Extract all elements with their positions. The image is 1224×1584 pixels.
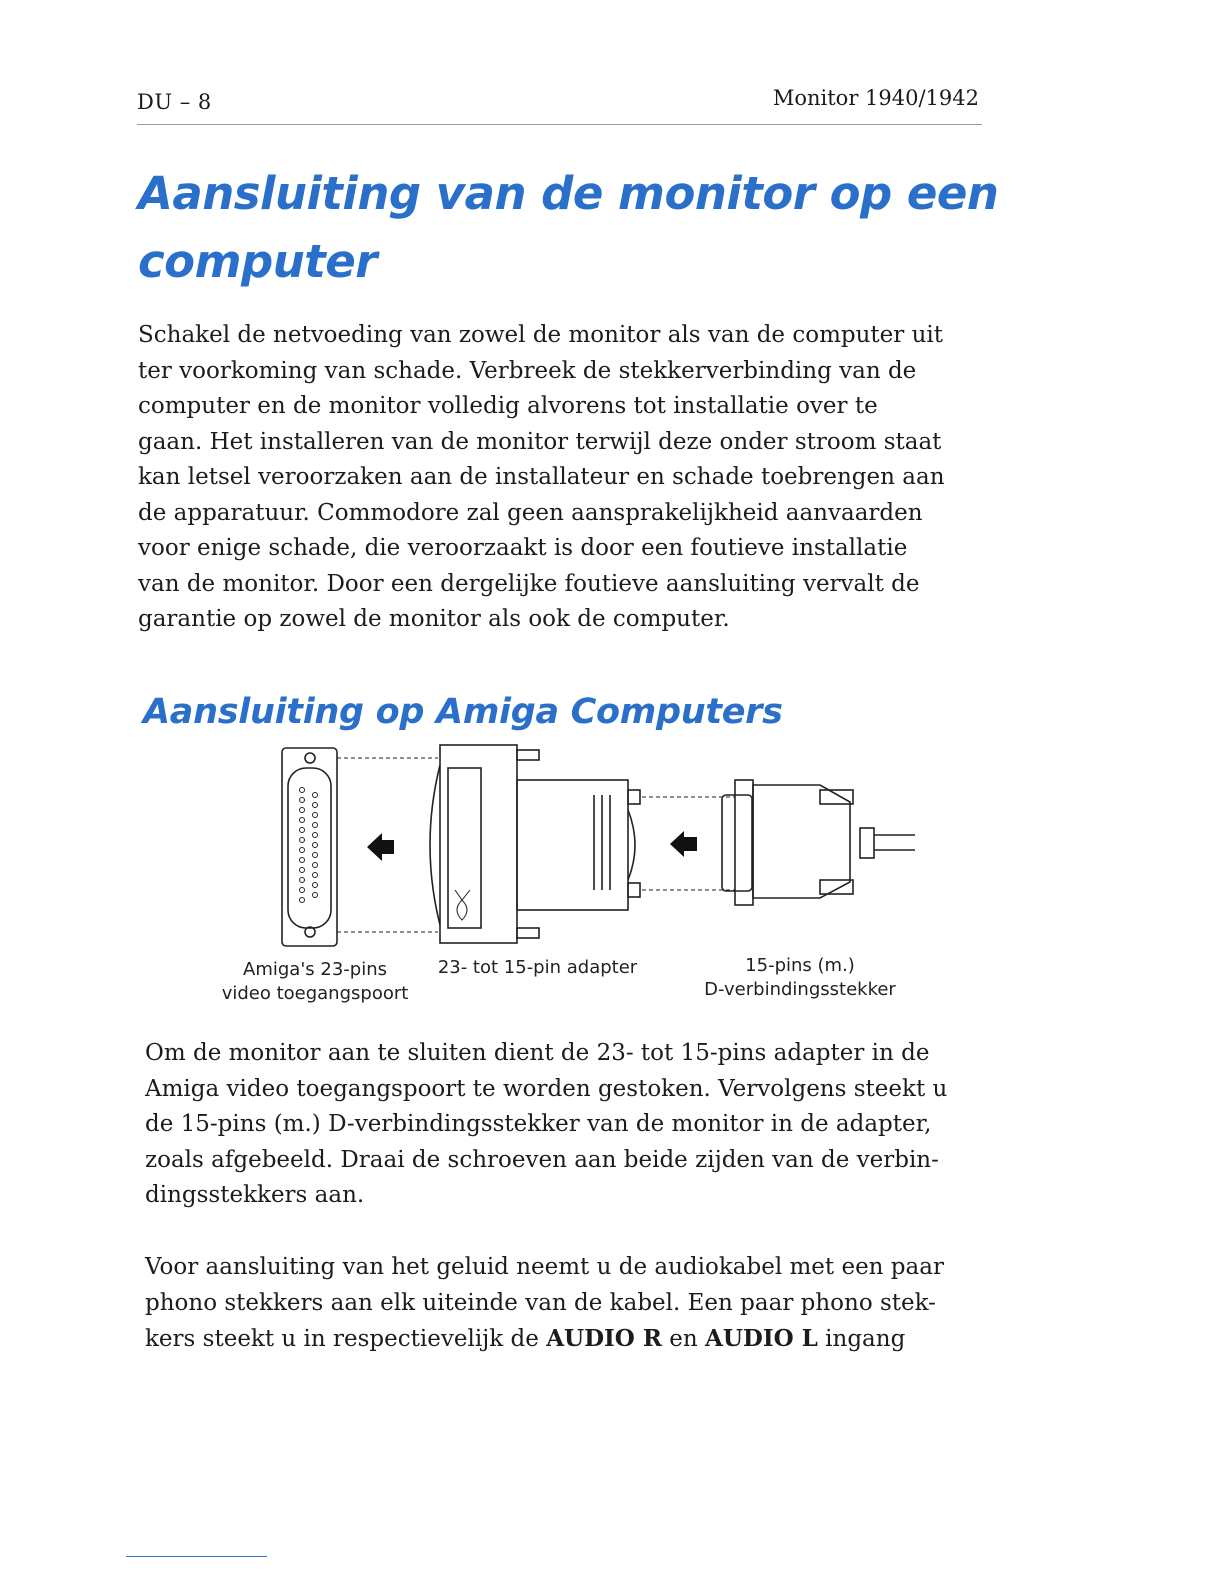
intro-line: computer en de monitor volledig alvorens tot installatie over te (138, 393, 878, 419)
page-number: DU – 8 (137, 90, 212, 114)
left-arrow-icon (367, 833, 394, 861)
left-arrow-icon (670, 831, 697, 857)
main-title-line-2: computer (138, 235, 377, 288)
header-rule (137, 124, 982, 125)
main-title-line-1: Aansluiting van de monitor op een (138, 167, 999, 220)
caption-amiga-port: Amiga's 23-pins video toegangspoort (221, 959, 409, 1004)
intro-paragraph (138, 318, 988, 638)
intro-line: gaan. Het installeren van de monitor terwijl deze onder stroom staat (138, 428, 942, 455)
footer-rule (126, 1556, 267, 1557)
intro-line: van de monitor. Door een dergelijke foutieve aansluiting vervalt de (138, 570, 920, 597)
intro-line: de apparatuur. Commodore zal geen aansprakelijkheid aanvaarden (138, 499, 923, 526)
audio-l-label: AUDIO L (705, 1325, 818, 1352)
adapter (430, 745, 640, 943)
audio-r-label: AUDIO R (546, 1325, 662, 1352)
caption-adapter: 23- tot 15-pin adapter (437, 957, 638, 978)
audio-paragraph (145, 1250, 990, 1358)
instructions-line: dingsstekkers aan. (145, 1182, 365, 1208)
main-title (138, 160, 998, 296)
amiga-video-port (282, 748, 337, 946)
instructions-line: Om de monitor aan te sluiten dient de 23- tot 15-pins adapter in de (145, 1040, 930, 1066)
intro-line: Schakel de netvoeding van zowel de monitor als van de computer uit (138, 322, 943, 348)
intro-line: ter voorkoming van schade. Verbreek de stekkerverbinding van de (138, 357, 917, 384)
connector-diagram (270, 740, 930, 955)
section-title: Aansluiting op Amiga Computers (143, 692, 783, 732)
caption-monitor-plug: 15-pins (m.) D-verbindingsstekker (704, 955, 896, 1000)
audio-line: kers steekt u in respectievelijk de AUDIO R en AUDIO L ingang (145, 1325, 906, 1352)
audio-line: Voor aansluiting van het geluid neemt u de audiokabel met een paar (145, 1254, 944, 1280)
monitor-plug (722, 780, 915, 905)
instructions-line: de 15-pins (m.) D-verbindingsstekker van de monitor in de adapter, (145, 1111, 932, 1137)
audio-line: phono stekkers aan elk uiteinde van de kabel. Een paar phono stek- (145, 1289, 936, 1316)
intro-line: garantie op zowel de monitor als ook de computer. (138, 606, 730, 632)
instructions-line: Amiga video toegangspoort te worden gestoken. Vervolgens steekt u (145, 1075, 948, 1102)
instructions-line: zoals afgebeeld. Draai de schroeven aan beide zijden van de verbin- (145, 1146, 939, 1173)
instructions-paragraph (145, 1036, 985, 1214)
running-header: Monitor 1940/1942 (772, 86, 979, 110)
intro-line: kan letsel veroorzaken aan de installateur en schade toebrengen aan (138, 464, 945, 490)
intro-line: voor enige schade, die veroorzaakt is door een foutieve installatie (138, 535, 908, 561)
